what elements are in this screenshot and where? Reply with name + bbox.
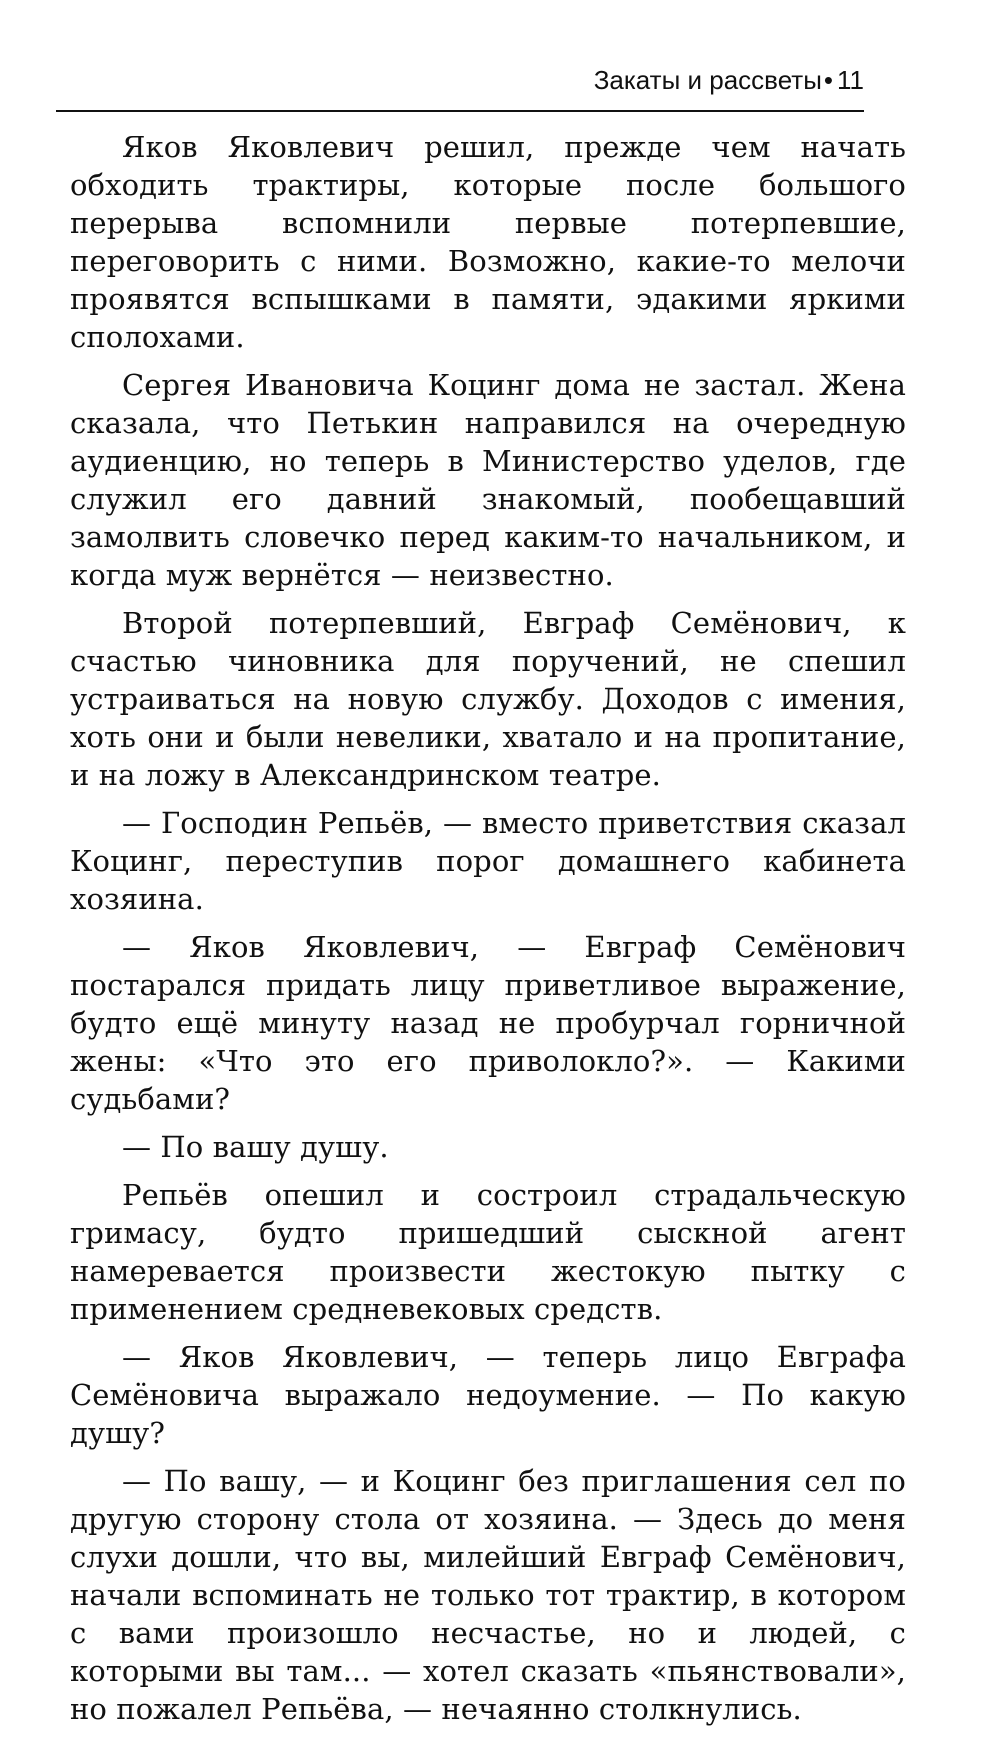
header-separator: •: [823, 65, 833, 95]
paragraph-2: Сергея Ивановича Коцинг дома не застал. Жена сказала, что Петькин направился на очередную аудиенцию, но теперь в Министерство уделов, где служил его давний знакомый, пообещавший замолвить словечко перед каким-то начальником, и когда муж вернётся — неизвестно.: [70, 368, 906, 592]
paragraph-6: — По вашу душу.: [122, 1130, 389, 1164]
paragraph-1: Яков Яковлевич решил, прежде чем начать обходить трактиры, которые после большого перерыва вспомнили первые потерпевшие, переговорить с ними. Возможно, какие-то мелочи проявятся вспышками в памяти, эдакими яркими сполохами.: [70, 130, 906, 354]
paragraph-3: Второй потерпевший, Евграф Семёнович, к счастью чиновника для поручений, не спешил устраиваться на новую службу. Доходов с имения, хоть они и были невелики, хватало и на пропитание, и на ложу в Александринском театре.: [70, 606, 906, 792]
paragraph-5: — Яков Яковлевич, — Евграф Семёнович постарался придать лицу приветливое выражение, будто ещё минуту назад не пробурчал горничной жены: «Что это его приволокло?». — Какими судьбами?: [70, 930, 906, 1116]
paragraph-4: — Господин Репьёв, — вместо приветствия сказал Коцинг, переступив порог домашнего кабинета хозяина.: [70, 806, 906, 916]
running-title: Закаты и рассветы: [593, 65, 822, 95]
paragraph-8: — Яков Яковлевич, — теперь лицо Евграфа Семёновича выражало недоумение. — По какую душу?: [70, 1340, 906, 1450]
body-text: [70, 128, 906, 1738]
paragraph-7: Репьёв опешил и состроил страдальческую гримасу, будто пришедший сыскной агент намеревается произвести жестокую пытку с применением средневековых средств.: [70, 1178, 906, 1326]
paragraph-9: — По вашу, — и Коцинг без приглашения сел по другую сторону стола от хозяина. — Здесь до меня слухи дошли, что вы, милейший Евграф Семёнович, начали вспоминать не только тот трактир, в котором с вами произошло несчастье, но и людей, с которыми вы там... — хотел сказать «пьянствовали», но пожалел Репьёва, — нечаянно столкнулись.: [70, 1464, 906, 1726]
page-number: 11: [837, 65, 864, 95]
running-header: [56, 60, 864, 112]
